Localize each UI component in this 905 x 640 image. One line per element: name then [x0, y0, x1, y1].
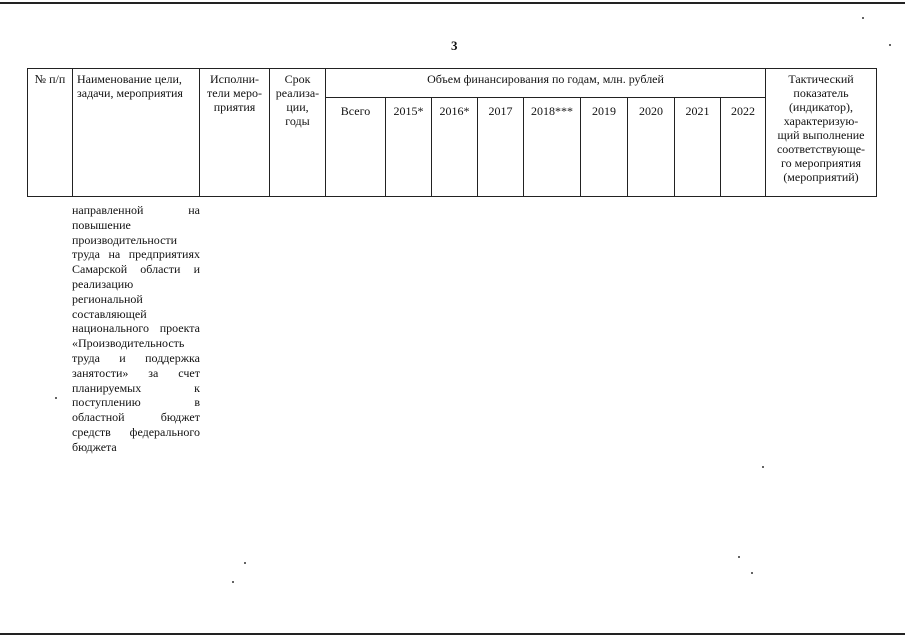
year-cell: 2020 [628, 98, 675, 197]
scan-speck [244, 562, 246, 564]
year-cell: 2022 [721, 98, 766, 197]
header-name: Наименование цели, задачи, мероприятия [73, 69, 200, 197]
scan-speck [889, 44, 891, 46]
year-cell: Всего [326, 98, 386, 197]
scan-speck [232, 581, 234, 583]
year-cell: 2021 [675, 98, 721, 197]
scan-speck [55, 397, 57, 399]
scan-speck [862, 17, 864, 19]
header-period: Срок реализа- ции, годы [270, 69, 326, 197]
page-number: 3 [451, 38, 458, 53]
year-cell: 2017 [478, 98, 524, 197]
year-cell: 2015* [386, 98, 432, 197]
scan-speck [751, 572, 753, 574]
year-cell: 2019 [581, 98, 628, 197]
financing-table [27, 68, 877, 197]
measure-description [72, 203, 200, 455]
measure-description-text: направленной на повышение производительности труда на предприятиях Самарской области и реализацию региональной составляющей национального проекта «Производительность труда и поддержка занятости» за счет планируемых к поступлению в областной бюджет средств федерального бюджета [72, 203, 200, 454]
header-indicator: Тактический показатель (индикатор), характеризую- щий выполнение соответствующе- го мероприятия (мероприятий) [766, 69, 877, 197]
scan-speck [762, 466, 764, 468]
top-rule [0, 2, 905, 4]
header-funding: Объем финансирования по годам, млн. рублей [326, 69, 766, 98]
bottom-rule [0, 633, 905, 635]
scan-speck [738, 556, 740, 558]
year-cell: 2016* [432, 98, 478, 197]
header-executors: Исполни- тели меро- приятия [200, 69, 270, 197]
header-num: № п/п [28, 69, 73, 197]
year-cell: 2018*** [524, 98, 581, 197]
